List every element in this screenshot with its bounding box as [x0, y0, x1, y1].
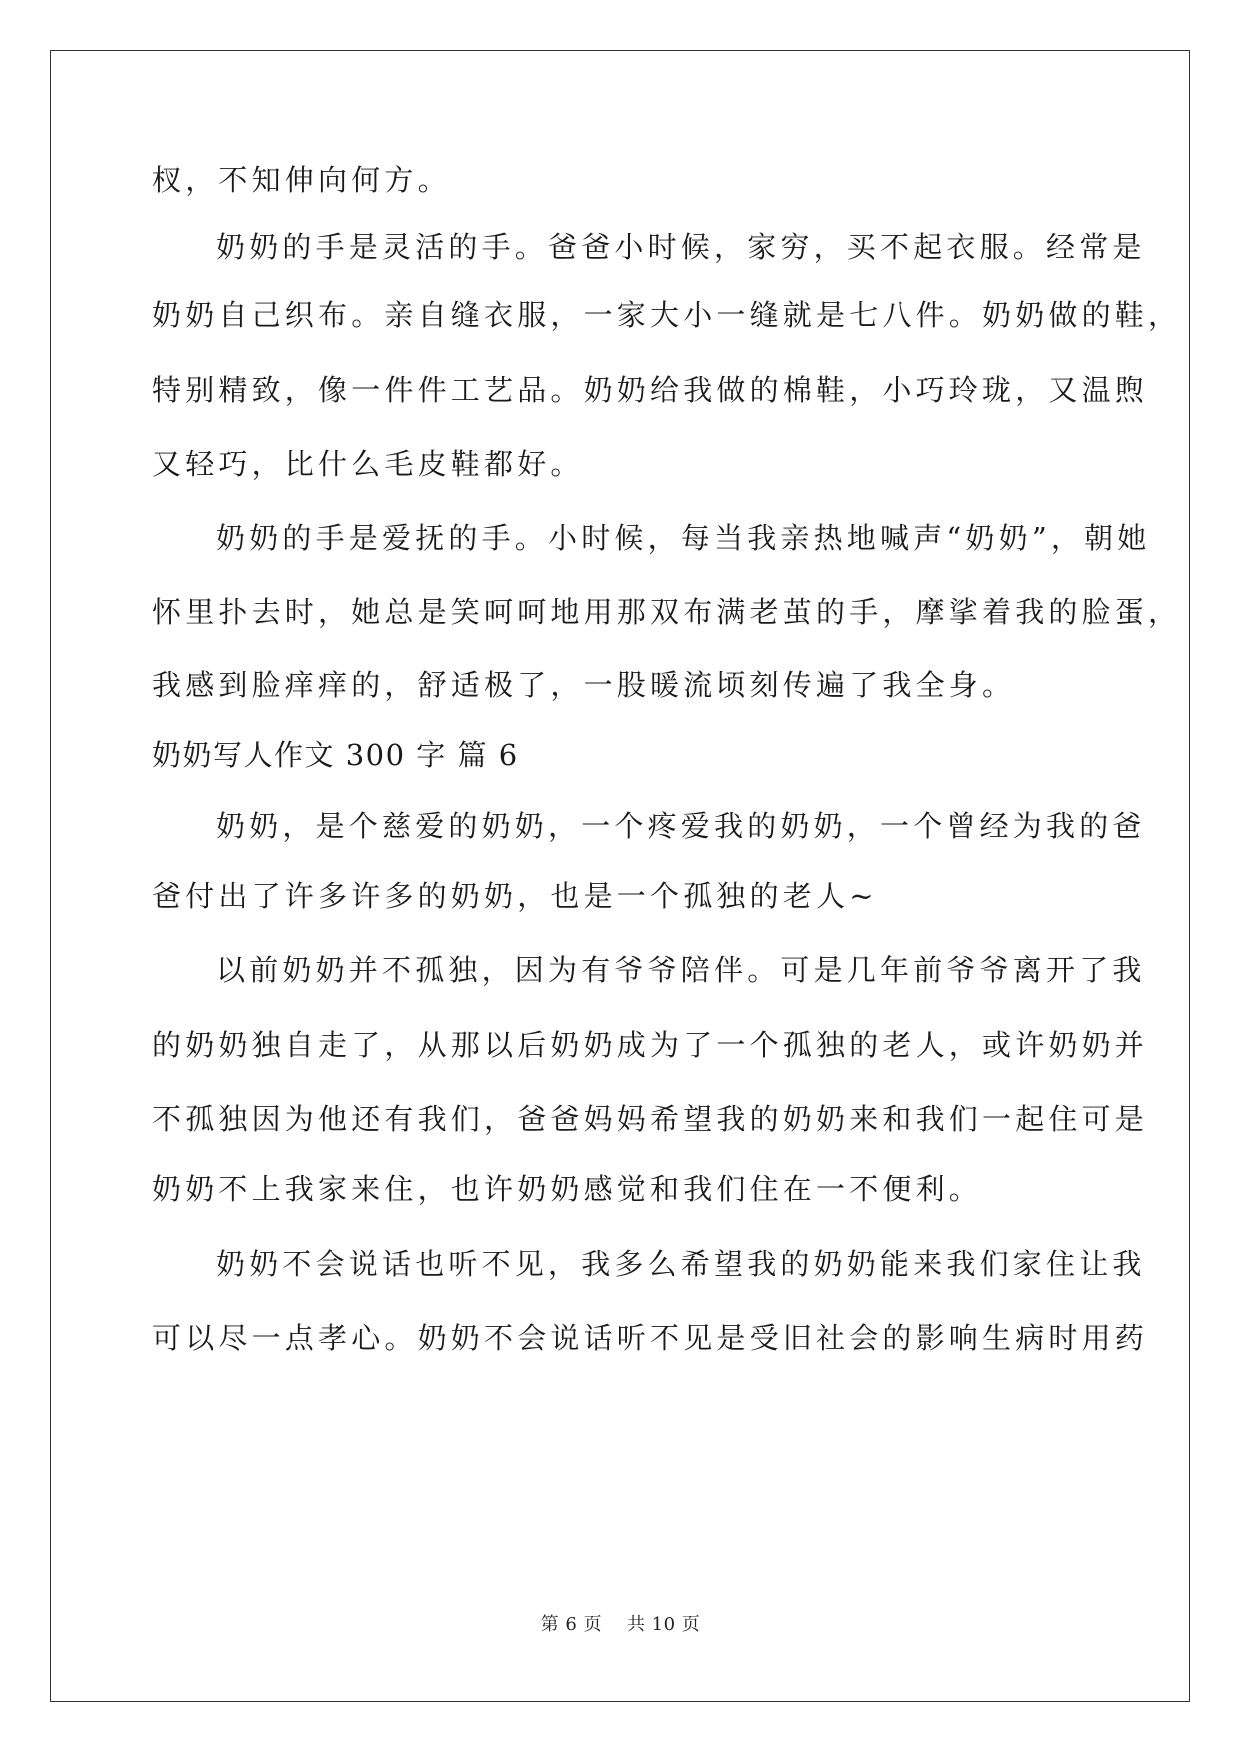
paragraph-line: 奶奶不会说话也听不见，我多么希望我的奶奶能来我们家住让我	[216, 1247, 1146, 1281]
paragraph-line: 怀里扑去时，她总是笑呵呵地用那双布满老茧的手，摩挲着我的脸蛋，	[152, 595, 1182, 629]
paragraph-line: 特别精致，像一件件工艺品。奶奶给我做的棉鞋，小巧玲珑，又温煦	[152, 373, 1149, 407]
paragraph-line: 奶奶，是个慈爱的奶奶，一个疼爱我的奶奶，一个曾经为我的爸	[216, 809, 1146, 843]
paragraph-line: 奶奶的手是灵活的手。爸爸小时候，家穷，买不起衣服。经常是	[216, 230, 1146, 264]
paragraph-line: 以前奶奶并不孤独，因为有爷爷陪伴。可是几年前爷爷离开了我	[216, 953, 1146, 987]
paragraph-line: 杈，不知伸向何方。	[152, 163, 451, 197]
paragraph-line: 奶奶的手是爱抚的手。小时候，每当我亲热地喊声“奶奶”，朝她	[216, 521, 1151, 555]
paragraph-line: 的奶奶独自走了，从那以后奶奶成为了一个孤独的老人，或许奶奶并	[152, 1028, 1149, 1062]
section-heading: 奶奶写人作文 300 字 篇 6	[152, 738, 519, 772]
paragraph-line: 不孤独因为他还有我们，爸爸妈妈希望我的奶奶来和我们一起住可是	[152, 1102, 1149, 1136]
paragraph-line: 又轻巧，比什么毛皮鞋都好。	[152, 447, 584, 481]
paragraph-line: 可以尽一点孝心。奶奶不会说话听不见是受旧社会的影响生病时用药	[152, 1321, 1149, 1355]
page-number: 第 6 页 共 10 页	[540, 1614, 701, 1635]
paragraph-line: 奶奶不上我家来住，也许奶奶感觉和我们住在一不便利。	[152, 1172, 983, 1206]
paragraph-line: 爸付出了许多许多的奶奶，也是一个孤独的老人~	[152, 879, 878, 913]
paragraph-line: 我感到脸痒痒的，舒适极了，一股暖流顷刻传遍了我全身。	[152, 668, 1016, 702]
paragraph-line: 奶奶自己织布。亲自缝衣服，一家大小一缝就是七八件。奶奶做的鞋，	[152, 298, 1182, 332]
page-footer	[0, 1613, 1241, 1637]
